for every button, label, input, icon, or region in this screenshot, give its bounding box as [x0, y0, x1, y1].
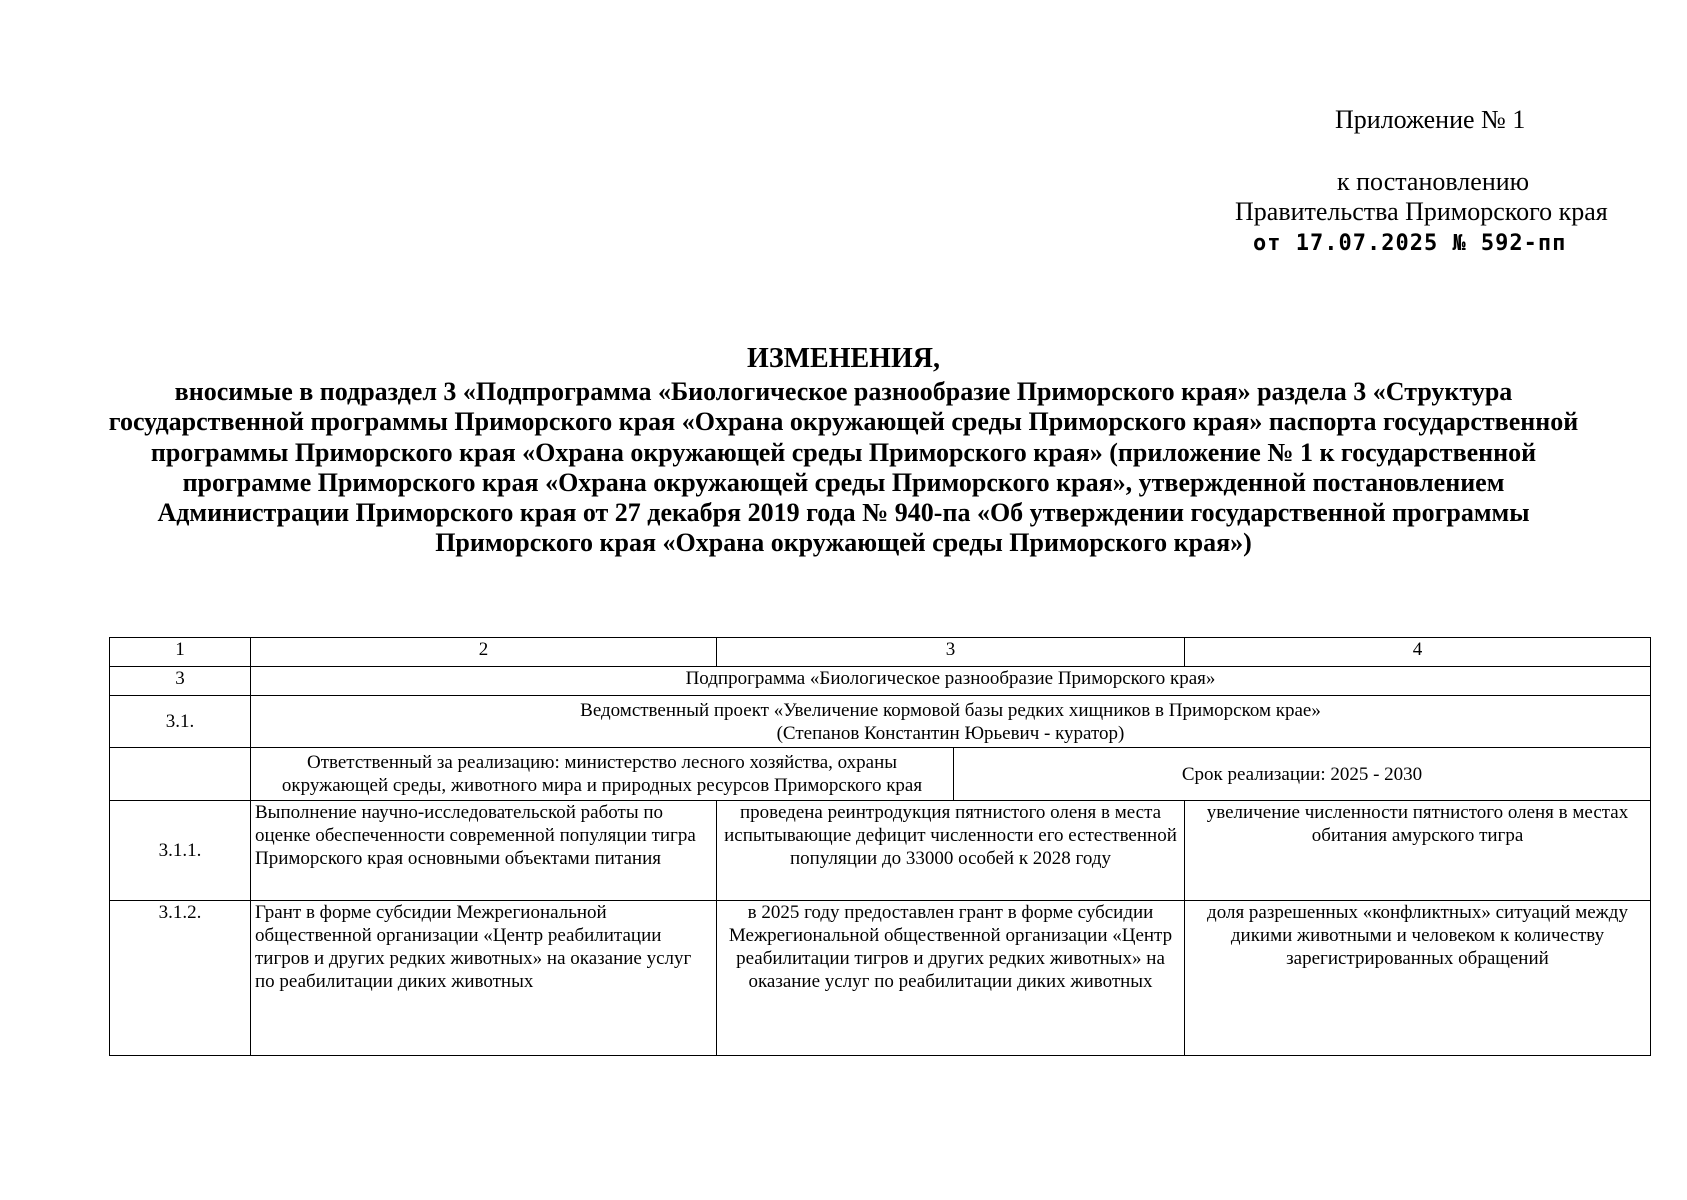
- row-result: в 2025 году предоставлен грант в форме субсидии Межрегиональной общественной организации «Центр реабилитации тигров и других редких животных» на оказание услуг по реабилитации диких животных: [717, 901, 1185, 1056]
- appendix-number: Приложение № 1: [1335, 105, 1526, 134]
- document-heading: [100, 342, 1587, 559]
- table-header-row: [110, 638, 1651, 667]
- responsible-empty-cell: [110, 748, 251, 801]
- subprogram-number: 3: [110, 667, 251, 696]
- changes-table: [109, 637, 1651, 1056]
- row-task: Грант в форме субсидии Межрегиональной общественной организации «Центр реабилитации тигров и других редких животных» на оказание услуг по реабилитации диких животных: [251, 901, 717, 1056]
- table-row: [110, 801, 1651, 901]
- row-indicator: увеличение численности пятнистого оленя в местах обитания амурского тигра: [1185, 801, 1651, 901]
- subprogram-title: Подпрограмма «Биологическое разнообразие Приморского края»: [251, 667, 1651, 696]
- project-number: 3.1.: [110, 696, 251, 748]
- project-row: [110, 696, 1651, 748]
- project-cell: [251, 696, 1651, 748]
- row-number: 3.1.2.: [110, 901, 251, 1056]
- subprogram-row: [110, 667, 1651, 696]
- responsible-cell: [251, 748, 1651, 801]
- table-row: [110, 901, 1651, 1056]
- document-subtitle: вносимые в подраздел 3 «Подпрограмма «Биологическое разнообразие Приморского края» раздела 3 «Структура государственной программы Приморского края «Охрана окружающей среды Приморского края» паспорта государственной программы Приморского края «Охрана окружающей среды Приморского края» (приложение № 1 к государственной программе Приморского края «Охрана окружающей среды Приморского края», утвержденной постановлением Администрации Приморского края от 27 декабря 2019 года № 940-па «Об утверждении государственной программы Приморского края «Охрана окружающей среды Приморского края»): [108, 377, 1579, 558]
- document-title: ИЗМЕНЕНИЯ,: [747, 343, 940, 374]
- responsible-row: [110, 748, 1651, 801]
- project-title: Ведомственный проект «Увеличение кормовой базы редких хищников в Приморском крае»: [580, 699, 1321, 721]
- row-indicator: доля разрешенных «конфликтных» ситуаций между дикими животными и человеком к количеству зарегистрированных обращений: [1185, 901, 1651, 1056]
- appendix-government: Правительства Приморского края: [1235, 197, 1608, 226]
- row-task: Выполнение научно-исследовательской работы по оценке обеспеченности современной популяции тигра Приморского края основными объектами питания: [251, 801, 717, 901]
- appendix-date-number: от 17.07.2025 № 592-пп: [1253, 231, 1567, 256]
- row-result: проведена реинтродукция пятнистого оленя в места испытывающие дефицит численности его естественной популяции до 33000 особей к 2028 году: [717, 801, 1185, 901]
- responsible-text: Ответственный за реализацию: министерство лесного хозяйства, охраны окружающей среды, животного мира и природных ресурсов Приморского края: [251, 748, 954, 800]
- header-cell: 2: [251, 638, 717, 667]
- header-cell: 4: [1185, 638, 1651, 667]
- implementation-term: Срок реализации: 2025 - 2030: [1181, 763, 1423, 785]
- project-curator: (Степанов Константин Юрьевич - куратор): [776, 722, 1125, 744]
- header-cell: 3: [717, 638, 1185, 667]
- row-number: 3.1.1.: [110, 801, 251, 901]
- appendix-to-resolution: к постановлению: [1337, 167, 1530, 196]
- header-cell: 1: [110, 638, 251, 667]
